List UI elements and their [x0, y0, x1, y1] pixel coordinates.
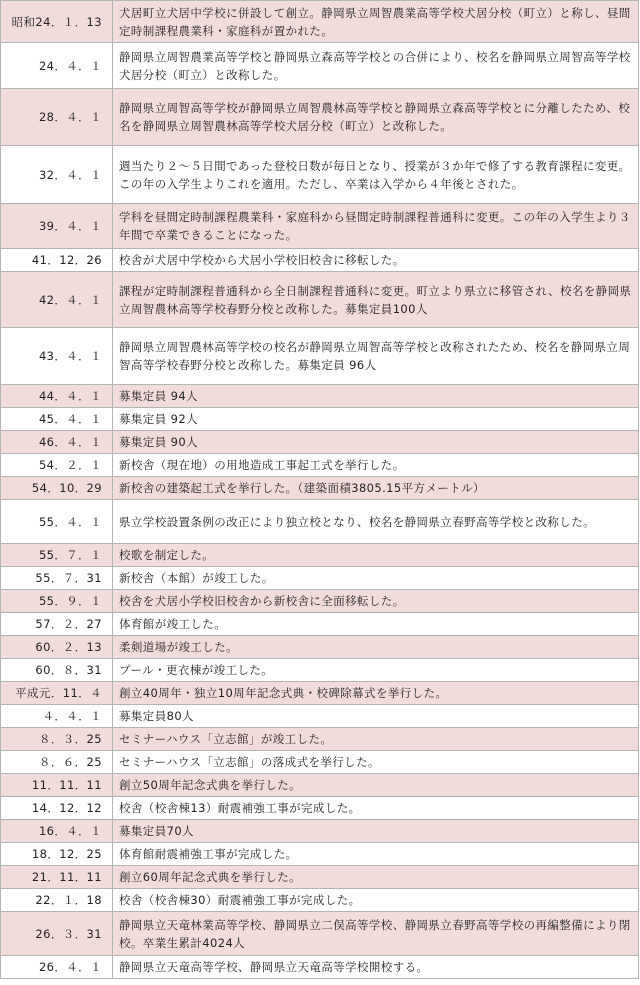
- table-row: [1, 500, 639, 544]
- row-date: 45．４．１: [1, 408, 113, 431]
- table-row: [1, 454, 639, 477]
- row-date: 22．１．18: [1, 889, 113, 912]
- row-date: 60．２．13: [1, 636, 113, 659]
- row-date: 昭和24．１．13: [1, 1, 113, 43]
- row-text: 新校舎の建築起工式を挙行した。（建築面積3805.15平方メートル）: [113, 477, 639, 500]
- row-text: 募集定員 90人: [113, 431, 639, 454]
- row-text: 静岡県立周智高等学校が静岡県立周智農林高等学校と静岡県立森高等学校とに分離したため、校名を静岡県立周智農林高等学校犬居分校（町立）と改称した。: [113, 89, 639, 146]
- row-text: 新校舎（現在地）の用地造成工事起工式を挙行した。: [113, 454, 639, 477]
- table-row: [1, 431, 639, 454]
- table-row: [1, 408, 639, 431]
- row-text: セミナーハウス「立志館」が竣工した。: [113, 728, 639, 751]
- row-text: 学科を昼間定時制課程農業科・家庭科から昼間定時制課程普通科に変更。この年の入学生より３年間で卒業できることになった。: [113, 204, 639, 249]
- table-row: [1, 728, 639, 751]
- table-row: [1, 613, 639, 636]
- row-date: 26．３．31: [1, 912, 113, 956]
- row-text: 体育館耐震補強工事が完成した。: [113, 843, 639, 866]
- table-row: [1, 843, 639, 866]
- row-text: 創立50周年記念式典を挙行した。: [113, 774, 639, 797]
- row-text: 募集定員80人: [113, 705, 639, 728]
- table-row: [1, 544, 639, 567]
- row-date: 39．４．１: [1, 204, 113, 249]
- row-date: 46．４．１: [1, 431, 113, 454]
- table-row: [1, 705, 639, 728]
- table-row: [1, 636, 639, 659]
- table-row: [1, 204, 639, 249]
- row-date: 28．４．１: [1, 89, 113, 146]
- row-text: 校舎（校舎棟13）耐震補強工事が完成した。: [113, 797, 639, 820]
- row-text: 体育館が竣工した。: [113, 613, 639, 636]
- row-text: 課程が定時制課程普通科から全日制課程普通科に変更。町立より県立に移管され、校名を静岡県立周智農林高等学校春野分校と改称した。募集定員100人: [113, 272, 639, 328]
- row-date: 54．２．１: [1, 454, 113, 477]
- table-row: [1, 89, 639, 146]
- row-date: 14．12．12: [1, 797, 113, 820]
- table-row: [1, 866, 639, 889]
- table-row: [1, 590, 639, 613]
- row-date: 41．12．26: [1, 249, 113, 272]
- row-date: 44．４．１: [1, 385, 113, 408]
- row-text: 校舎が犬居中学校から犬居小学校旧校舎に移転した。: [113, 249, 639, 272]
- row-date: 55．７．１: [1, 544, 113, 567]
- row-text: 校歌を制定した。: [113, 544, 639, 567]
- row-text: 創立40周年・独立10周年記念式典・校碑除幕式を挙行した。: [113, 682, 639, 705]
- row-text: 募集定員 92人: [113, 408, 639, 431]
- row-text: セミナーハウス「立志館」の落成式を挙行した。: [113, 751, 639, 774]
- row-text: 募集定員 94人: [113, 385, 639, 408]
- row-text: 静岡県立周智農業高等学校と静岡県立森高等学校との合併により、校名を静岡県立周智高等学校犬居分校（町立）と改称した。: [113, 43, 639, 89]
- row-text: 静岡県立天竜高等学校、静岡県立天竜高等学校開校する。: [113, 956, 639, 979]
- row-date: 平成元．11．４: [1, 682, 113, 705]
- history-table-body: [1, 1, 639, 979]
- table-row: [1, 1, 639, 43]
- row-text: 創立60周年記念式典を挙行した。: [113, 866, 639, 889]
- row-text: 犬居町立犬居中学校に併設して創立。静岡県立周智農業高等学校犬居分校（町立）と称し、昼間定時制課程農業科・家庭科が置かれた。: [113, 1, 639, 43]
- table-row: [1, 912, 639, 956]
- table-row: [1, 477, 639, 500]
- row-date: ８．３．25: [1, 728, 113, 751]
- table-row: [1, 774, 639, 797]
- row-date: ４．４．１: [1, 705, 113, 728]
- row-date: 24．４．１: [1, 43, 113, 89]
- row-date: 55．９．１: [1, 590, 113, 613]
- table-row: [1, 385, 639, 408]
- row-text: 募集定員70人: [113, 820, 639, 843]
- row-date: 55．７．31: [1, 567, 113, 590]
- table-row: [1, 567, 639, 590]
- table-row: [1, 43, 639, 89]
- table-row: [1, 820, 639, 843]
- row-text: 静岡県立周智農林高等学校の校名が静岡県立周智高等学校と改称されたため、校名を静岡県立周智高等学校春野分校と改称した。募集定員 96人: [113, 328, 639, 385]
- row-text: 柔剣道場が竣工した。: [113, 636, 639, 659]
- row-text: プール・更衣棟が竣工した。: [113, 659, 639, 682]
- row-date: ８．６．25: [1, 751, 113, 774]
- row-date: 11．11．11: [1, 774, 113, 797]
- row-date: 57．２．27: [1, 613, 113, 636]
- row-text: 校舎（校舎棟30）耐震補強工事が完成した。: [113, 889, 639, 912]
- table-row: [1, 249, 639, 272]
- row-text: 新校舎（本館）が竣工した。: [113, 567, 639, 590]
- table-row: [1, 889, 639, 912]
- row-date: 16．４．１: [1, 820, 113, 843]
- row-text: 週当たり２～５日間であった登校日数が毎日となり、授業が３か年で修了する教育課程に変更。この年の入学生よりこれを適用。ただし、卒業は入学から４年後とされた。: [113, 146, 639, 204]
- table-row: [1, 956, 639, 979]
- row-date: 21．11．11: [1, 866, 113, 889]
- table-row: [1, 272, 639, 328]
- table-row: [1, 797, 639, 820]
- row-date: 55．４．１: [1, 500, 113, 544]
- row-date: 60．８．31: [1, 659, 113, 682]
- row-date: 54．10．29: [1, 477, 113, 500]
- row-text: 県立学校設置条例の改正により独立校となり、校名を静岡県立春野高等学校と改称した。: [113, 500, 639, 544]
- table-row: [1, 659, 639, 682]
- row-text: 静岡県立天竜林業高等学校、静岡県立二俣高等学校、静岡県立春野高等学校の再編整備により閉校。卒業生累計4024人: [113, 912, 639, 956]
- row-text: 校舎を犬居小学校旧校舎から新校舎に全面移転した。: [113, 590, 639, 613]
- table-row: [1, 751, 639, 774]
- table-row: [1, 682, 639, 705]
- table-row: [1, 328, 639, 385]
- row-date: 42．４．１: [1, 272, 113, 328]
- row-date: 32．４．１: [1, 146, 113, 204]
- row-date: 18．12．25: [1, 843, 113, 866]
- table-row: [1, 146, 639, 204]
- row-date: 43．４．１: [1, 328, 113, 385]
- row-date: 26．４．１: [1, 956, 113, 979]
